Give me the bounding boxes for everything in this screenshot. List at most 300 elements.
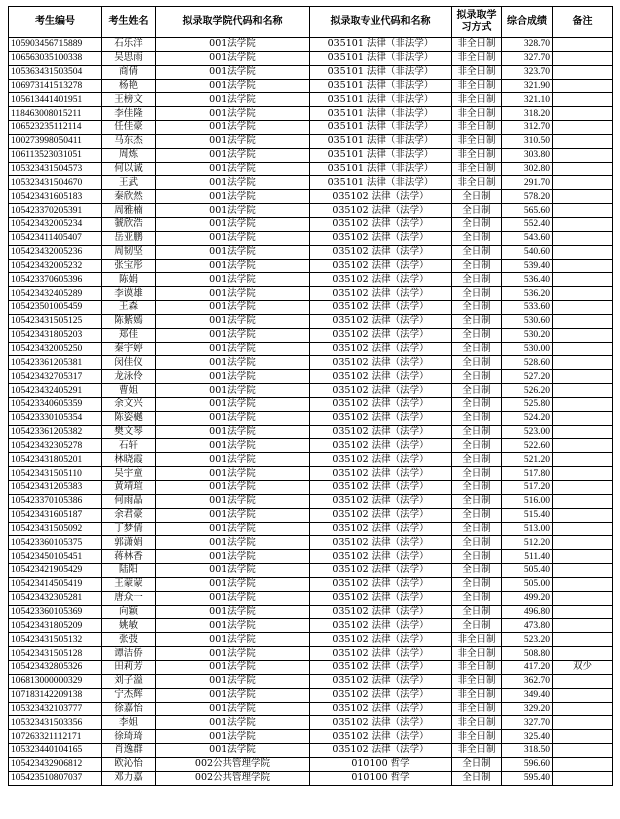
study-mode-cell: 全日制 bbox=[452, 494, 502, 508]
study-mode-cell: 非全日制 bbox=[452, 688, 502, 702]
study-mode-cell: 全日制 bbox=[452, 356, 502, 370]
candidate-name-cell: 秦欣然 bbox=[102, 190, 156, 204]
candidate-name-cell: 陈紫嫣 bbox=[102, 314, 156, 328]
college-cell: 001法学院 bbox=[156, 744, 310, 758]
total-score-cell: 517.80 bbox=[502, 467, 553, 481]
note-cell bbox=[553, 342, 613, 356]
candidate-id-cell: 105423431805201 bbox=[9, 453, 102, 467]
study-mode-cell: 非全日制 bbox=[452, 38, 502, 52]
major-cell: 035102 法律（法学） bbox=[310, 453, 452, 467]
note-cell bbox=[553, 231, 613, 245]
header-major: 拟录取专业代码和名称 bbox=[310, 7, 452, 38]
candidate-id-cell: 100273998050411 bbox=[9, 134, 102, 148]
table-row bbox=[9, 771, 613, 785]
college-cell: 001法学院 bbox=[156, 93, 310, 107]
candidate-id-cell: 105423450105451 bbox=[9, 550, 102, 564]
study-mode-cell: 非全日制 bbox=[452, 148, 502, 162]
table-row bbox=[9, 65, 613, 79]
note-cell bbox=[553, 217, 613, 231]
note-cell bbox=[553, 494, 613, 508]
total-score-cell: 596.60 bbox=[502, 757, 553, 771]
note-cell bbox=[553, 397, 613, 411]
table-row bbox=[9, 550, 613, 564]
table-row bbox=[9, 176, 613, 190]
table-row bbox=[9, 328, 613, 342]
candidate-name-cell: 蒋林香 bbox=[102, 550, 156, 564]
candidate-name-cell: 邓力嘉 bbox=[102, 771, 156, 785]
note-cell bbox=[553, 259, 613, 273]
study-mode-cell: 非全日制 bbox=[452, 633, 502, 647]
study-mode-cell: 全日制 bbox=[452, 467, 502, 481]
major-cell: 010100 哲学 bbox=[310, 771, 452, 785]
total-score-cell: 536.20 bbox=[502, 287, 553, 301]
note-cell bbox=[553, 65, 613, 79]
note-cell bbox=[553, 121, 613, 135]
note-cell bbox=[553, 619, 613, 633]
study-mode-cell: 非全日制 bbox=[452, 79, 502, 93]
note-cell bbox=[553, 771, 613, 785]
college-cell: 001法学院 bbox=[156, 411, 310, 425]
note-cell bbox=[553, 536, 613, 550]
study-mode-cell: 全日制 bbox=[452, 273, 502, 287]
candidate-id-cell: 105903456715889 bbox=[9, 38, 102, 52]
candidate-id-cell: 105423432705317 bbox=[9, 370, 102, 384]
table-row bbox=[9, 301, 613, 315]
candidate-name-cell: 吴思雨 bbox=[102, 51, 156, 65]
study-mode-cell: 全日制 bbox=[452, 453, 502, 467]
candidate-name-cell: 肖逸群 bbox=[102, 744, 156, 758]
candidate-id-cell: 105423432805326 bbox=[9, 660, 102, 674]
candidate-id-cell: 105423432305278 bbox=[9, 439, 102, 453]
college-cell: 001法学院 bbox=[156, 591, 310, 605]
major-cell: 035102 法律（法学） bbox=[310, 397, 452, 411]
study-mode-cell: 全日制 bbox=[452, 481, 502, 495]
study-mode-cell: 全日制 bbox=[452, 342, 502, 356]
candidate-name-cell: 李姐 bbox=[102, 716, 156, 730]
table-row bbox=[9, 536, 613, 550]
table-row bbox=[9, 79, 613, 93]
college-cell: 001法学院 bbox=[156, 384, 310, 398]
total-score-cell: 525.80 bbox=[502, 397, 553, 411]
major-cell: 035102 法律（法学） bbox=[310, 716, 452, 730]
candidate-id-cell: 105423431505128 bbox=[9, 647, 102, 661]
major-cell: 035102 法律（法学） bbox=[310, 508, 452, 522]
candidate-id-cell: 105423431605183 bbox=[9, 190, 102, 204]
candidate-id-cell: 106523235112114 bbox=[9, 121, 102, 135]
table-row bbox=[9, 342, 613, 356]
total-score-cell: 508.80 bbox=[502, 647, 553, 661]
note-cell bbox=[553, 605, 613, 619]
total-score-cell: 473.80 bbox=[502, 619, 553, 633]
college-cell: 001法学院 bbox=[156, 204, 310, 218]
total-score-cell: 310.50 bbox=[502, 134, 553, 148]
candidate-id-cell: 105423340605359 bbox=[9, 397, 102, 411]
candidate-name-cell: 龙泳伶 bbox=[102, 370, 156, 384]
study-mode-cell: 非全日制 bbox=[452, 702, 502, 716]
candidate-name-cell: 林晓霞 bbox=[102, 453, 156, 467]
candidate-id-cell: 105323431504670 bbox=[9, 176, 102, 190]
total-score-cell: 318.50 bbox=[502, 744, 553, 758]
total-score-cell: 321.10 bbox=[502, 93, 553, 107]
college-cell: 001法学院 bbox=[156, 162, 310, 176]
college-cell: 001法学院 bbox=[156, 79, 310, 93]
note-cell bbox=[553, 51, 613, 65]
table-row bbox=[9, 411, 613, 425]
candidate-name-cell: 任佳豪 bbox=[102, 121, 156, 135]
total-score-cell: 505.40 bbox=[502, 564, 553, 578]
note-cell bbox=[553, 744, 613, 758]
table-row bbox=[9, 370, 613, 384]
candidate-name-cell: 刘子溢 bbox=[102, 674, 156, 688]
candidate-id-cell: 105423510807037 bbox=[9, 771, 102, 785]
table-row bbox=[9, 134, 613, 148]
candidate-name-cell: 王武 bbox=[102, 176, 156, 190]
major-cell: 035102 法律（法学） bbox=[310, 633, 452, 647]
college-cell: 002公共管理学院 bbox=[156, 771, 310, 785]
study-mode-cell: 非全日制 bbox=[452, 134, 502, 148]
note-cell bbox=[553, 134, 613, 148]
total-score-cell: 327.70 bbox=[502, 716, 553, 730]
college-cell: 001法学院 bbox=[156, 647, 310, 661]
study-mode-cell: 非全日制 bbox=[452, 744, 502, 758]
major-cell: 035102 法律（法学） bbox=[310, 577, 452, 591]
table-row bbox=[9, 273, 613, 287]
college-cell: 001法学院 bbox=[156, 481, 310, 495]
candidate-id-cell: 105423431805203 bbox=[9, 328, 102, 342]
candidate-name-cell: 周炼 bbox=[102, 148, 156, 162]
candidate-name-cell: 唐众一 bbox=[102, 591, 156, 605]
admission-table bbox=[8, 6, 613, 786]
candidate-name-cell: 徐琦琦 bbox=[102, 730, 156, 744]
total-score-cell: 323.70 bbox=[502, 65, 553, 79]
candidate-id-cell: 105423431805209 bbox=[9, 619, 102, 633]
candidate-name-cell: 虢欣浩 bbox=[102, 217, 156, 231]
study-mode-cell: 全日制 bbox=[452, 771, 502, 785]
candidate-name-cell: 田莉芳 bbox=[102, 660, 156, 674]
table-row bbox=[9, 744, 613, 758]
candidate-name-cell: 王蒙蒙 bbox=[102, 577, 156, 591]
total-score-cell: 517.20 bbox=[502, 481, 553, 495]
major-cell: 035101 法律（非法学） bbox=[310, 38, 452, 52]
note-cell bbox=[553, 467, 613, 481]
candidate-id-cell: 105423411405407 bbox=[9, 231, 102, 245]
table-row bbox=[9, 38, 613, 52]
major-cell: 035102 法律（法学） bbox=[310, 730, 452, 744]
study-mode-cell: 全日制 bbox=[452, 522, 502, 536]
candidate-id-cell: 105423431505110 bbox=[9, 467, 102, 481]
total-score-cell: 349.40 bbox=[502, 688, 553, 702]
college-cell: 002公共管理学院 bbox=[156, 757, 310, 771]
candidate-id-cell: 106813000000329 bbox=[9, 674, 102, 688]
note-cell bbox=[553, 328, 613, 342]
candidate-name-cell: 王榜文 bbox=[102, 93, 156, 107]
study-mode-cell: 全日制 bbox=[452, 591, 502, 605]
candidate-id-cell: 105423360105369 bbox=[9, 605, 102, 619]
college-cell: 001法学院 bbox=[156, 231, 310, 245]
study-mode-cell: 全日制 bbox=[452, 384, 502, 398]
major-cell: 035102 法律（法学） bbox=[310, 342, 452, 356]
note-cell bbox=[553, 273, 613, 287]
table-row bbox=[9, 121, 613, 135]
study-mode-cell: 全日制 bbox=[452, 287, 502, 301]
note-cell bbox=[553, 522, 613, 536]
college-cell: 001法学院 bbox=[156, 605, 310, 619]
note-cell bbox=[553, 107, 613, 121]
study-mode-cell: 非全日制 bbox=[452, 674, 502, 688]
candidate-name-cell: 李佳隆 bbox=[102, 107, 156, 121]
candidate-id-cell: 107183142209138 bbox=[9, 688, 102, 702]
candidate-name-cell: 郑佳 bbox=[102, 328, 156, 342]
study-mode-cell: 全日制 bbox=[452, 411, 502, 425]
note-cell bbox=[553, 190, 613, 204]
note-cell bbox=[553, 356, 613, 370]
note-cell bbox=[553, 204, 613, 218]
total-score-cell: 327.70 bbox=[502, 51, 553, 65]
college-cell: 001法学院 bbox=[156, 619, 310, 633]
total-score-cell: 512.20 bbox=[502, 536, 553, 550]
table-row bbox=[9, 231, 613, 245]
total-score-cell: 321.90 bbox=[502, 79, 553, 93]
note-cell bbox=[553, 577, 613, 591]
table-row bbox=[9, 591, 613, 605]
major-cell: 035102 法律（法学） bbox=[310, 204, 452, 218]
table-row bbox=[9, 757, 613, 771]
study-mode-cell: 全日制 bbox=[452, 757, 502, 771]
header-total-score: 综合成绩 bbox=[502, 7, 553, 38]
note-cell bbox=[553, 162, 613, 176]
candidate-name-cell: 何雨晶 bbox=[102, 494, 156, 508]
study-mode-cell: 非全日制 bbox=[452, 660, 502, 674]
note-cell bbox=[553, 716, 613, 730]
study-mode-cell: 全日制 bbox=[452, 245, 502, 259]
college-cell: 001法学院 bbox=[156, 51, 310, 65]
table-row bbox=[9, 674, 613, 688]
table-row bbox=[9, 287, 613, 301]
study-mode-cell: 全日制 bbox=[452, 605, 502, 619]
note-cell bbox=[553, 591, 613, 605]
major-cell: 035102 法律（法学） bbox=[310, 744, 452, 758]
total-score-cell: 417.20 bbox=[502, 660, 553, 674]
note-cell bbox=[553, 287, 613, 301]
total-score-cell: 552.40 bbox=[502, 217, 553, 231]
college-cell: 001法学院 bbox=[156, 730, 310, 744]
candidate-id-cell: 105423370605396 bbox=[9, 273, 102, 287]
table-row bbox=[9, 148, 613, 162]
table-row bbox=[9, 245, 613, 259]
table-row bbox=[9, 397, 613, 411]
major-cell: 035101 法律（非法学） bbox=[310, 79, 452, 93]
candidate-name-cell: 徐嘉怡 bbox=[102, 702, 156, 716]
study-mode-cell: 全日制 bbox=[452, 536, 502, 550]
study-mode-cell: 全日制 bbox=[452, 328, 502, 342]
note-cell bbox=[553, 564, 613, 578]
candidate-id-cell: 105423432405291 bbox=[9, 384, 102, 398]
candidate-name-cell: 郭潇娟 bbox=[102, 536, 156, 550]
candidate-id-cell: 105423431205383 bbox=[9, 481, 102, 495]
total-score-cell: 312.70 bbox=[502, 121, 553, 135]
major-cell: 035102 法律（法学） bbox=[310, 231, 452, 245]
candidate-id-cell: 106563035100338 bbox=[9, 51, 102, 65]
table-row bbox=[9, 107, 613, 121]
study-mode-cell: 非全日制 bbox=[452, 647, 502, 661]
study-mode-cell: 全日制 bbox=[452, 301, 502, 315]
note-cell bbox=[553, 425, 613, 439]
candidate-name-cell: 黄靖瑄 bbox=[102, 481, 156, 495]
candidate-id-cell: 105423330105354 bbox=[9, 411, 102, 425]
total-score-cell: 543.60 bbox=[502, 231, 553, 245]
major-cell: 035102 法律（法学） bbox=[310, 287, 452, 301]
candidate-name-cell: 商倩 bbox=[102, 65, 156, 79]
header-row bbox=[9, 7, 613, 38]
total-score-cell: 528.60 bbox=[502, 356, 553, 370]
candidate-id-cell: 118463008015211 bbox=[9, 107, 102, 121]
total-score-cell: 530.60 bbox=[502, 314, 553, 328]
total-score-cell: 328.70 bbox=[502, 38, 553, 52]
candidate-name-cell: 岳亚鹏 bbox=[102, 231, 156, 245]
candidate-name-cell: 陈姿樾 bbox=[102, 411, 156, 425]
candidate-name-cell: 向颖 bbox=[102, 605, 156, 619]
total-score-cell: 540.60 bbox=[502, 245, 553, 259]
table-row bbox=[9, 633, 613, 647]
major-cell: 035102 法律（法学） bbox=[310, 481, 452, 495]
candidate-id-cell: 106973141513278 bbox=[9, 79, 102, 93]
major-cell: 035101 法律（非法学） bbox=[310, 93, 452, 107]
major-cell: 035102 法律（法学） bbox=[310, 425, 452, 439]
total-score-cell: 515.40 bbox=[502, 508, 553, 522]
note-cell bbox=[553, 481, 613, 495]
candidate-name-cell: 李谟雄 bbox=[102, 287, 156, 301]
study-mode-cell: 非全日制 bbox=[452, 716, 502, 730]
candidate-name-cell: 余君豪 bbox=[102, 508, 156, 522]
candidate-id-cell: 105423432005250 bbox=[9, 342, 102, 356]
college-cell: 001法学院 bbox=[156, 467, 310, 481]
candidate-id-cell: 105423361205381 bbox=[9, 356, 102, 370]
note-cell bbox=[553, 38, 613, 52]
total-score-cell: 565.60 bbox=[502, 204, 553, 218]
study-mode-cell: 全日制 bbox=[452, 425, 502, 439]
major-cell: 035102 法律（法学） bbox=[310, 328, 452, 342]
total-score-cell: 526.20 bbox=[502, 384, 553, 398]
candidate-id-cell: 105423370105386 bbox=[9, 494, 102, 508]
major-cell: 035101 法律（非法学） bbox=[310, 65, 452, 79]
table-row bbox=[9, 619, 613, 633]
note-cell bbox=[553, 439, 613, 453]
total-score-cell: 302.80 bbox=[502, 162, 553, 176]
candidate-name-cell: 曹姐 bbox=[102, 384, 156, 398]
note-cell bbox=[553, 647, 613, 661]
candidate-name-cell: 姚敏 bbox=[102, 619, 156, 633]
candidate-name-cell: 石乐洋 bbox=[102, 38, 156, 52]
college-cell: 001法学院 bbox=[156, 633, 310, 647]
note-cell bbox=[553, 633, 613, 647]
total-score-cell: 530.00 bbox=[502, 342, 553, 356]
major-cell: 035102 法律（法学） bbox=[310, 356, 452, 370]
major-cell: 035102 法律（法学） bbox=[310, 522, 452, 536]
note-cell bbox=[553, 93, 613, 107]
major-cell: 035102 法律（法学） bbox=[310, 494, 452, 508]
college-cell: 001法学院 bbox=[156, 536, 310, 550]
candidate-id-cell: 105423432906812 bbox=[9, 757, 102, 771]
college-cell: 001法学院 bbox=[156, 314, 310, 328]
candidate-id-cell: 105423431505132 bbox=[9, 633, 102, 647]
table-row bbox=[9, 508, 613, 522]
table-row bbox=[9, 204, 613, 218]
major-cell: 035102 法律（法学） bbox=[310, 411, 452, 425]
table-row bbox=[9, 384, 613, 398]
candidate-id-cell: 106113523031051 bbox=[9, 148, 102, 162]
candidate-id-cell: 105423431505092 bbox=[9, 522, 102, 536]
candidate-name-cell: 吴宇童 bbox=[102, 467, 156, 481]
major-cell: 035102 法律（法学） bbox=[310, 259, 452, 273]
candidate-id-cell: 105363431503504 bbox=[9, 65, 102, 79]
table-row bbox=[9, 453, 613, 467]
total-score-cell: 539.40 bbox=[502, 259, 553, 273]
candidate-name-cell: 陆阳 bbox=[102, 564, 156, 578]
candidate-name-cell: 闵佳仪 bbox=[102, 356, 156, 370]
table-row bbox=[9, 577, 613, 591]
table-row bbox=[9, 730, 613, 744]
note-cell bbox=[553, 176, 613, 190]
college-cell: 001法学院 bbox=[156, 425, 310, 439]
total-score-cell: 329.20 bbox=[502, 702, 553, 716]
major-cell: 035102 法律（法学） bbox=[310, 301, 452, 315]
study-mode-cell: 全日制 bbox=[452, 397, 502, 411]
college-cell: 001法学院 bbox=[156, 287, 310, 301]
table-row bbox=[9, 467, 613, 481]
college-cell: 001法学院 bbox=[156, 508, 310, 522]
college-cell: 001法学院 bbox=[156, 176, 310, 190]
college-cell: 001法学院 bbox=[156, 259, 310, 273]
candidate-name-cell: 陈娟 bbox=[102, 273, 156, 287]
table-row bbox=[9, 660, 613, 674]
college-cell: 001法学院 bbox=[156, 550, 310, 564]
candidate-id-cell: 105423421905429 bbox=[9, 564, 102, 578]
college-cell: 001法学院 bbox=[156, 65, 310, 79]
table-row bbox=[9, 217, 613, 231]
table-row bbox=[9, 522, 613, 536]
candidate-id-cell: 105423432305281 bbox=[9, 591, 102, 605]
candidate-name-cell: 欧沁怡 bbox=[102, 757, 156, 771]
study-mode-cell: 非全日制 bbox=[452, 162, 502, 176]
college-cell: 001法学院 bbox=[156, 716, 310, 730]
table-row bbox=[9, 314, 613, 328]
note-cell bbox=[553, 730, 613, 744]
major-cell: 035102 法律（法学） bbox=[310, 702, 452, 716]
candidate-name-cell: 秦宇婷 bbox=[102, 342, 156, 356]
total-score-cell: 496.80 bbox=[502, 605, 553, 619]
college-cell: 001法学院 bbox=[156, 577, 310, 591]
study-mode-cell: 全日制 bbox=[452, 619, 502, 633]
college-cell: 001法学院 bbox=[156, 301, 310, 315]
table-row bbox=[9, 647, 613, 661]
table-row bbox=[9, 162, 613, 176]
header-candidate-name: 考生姓名 bbox=[102, 7, 156, 38]
major-cell: 010100 哲学 bbox=[310, 757, 452, 771]
table-row bbox=[9, 425, 613, 439]
total-score-cell: 318.20 bbox=[502, 107, 553, 121]
table-row bbox=[9, 356, 613, 370]
total-score-cell: 530.20 bbox=[502, 328, 553, 342]
candidate-name-cell: 宁杰辉 bbox=[102, 688, 156, 702]
candidate-name-cell: 杨艳 bbox=[102, 79, 156, 93]
note-cell bbox=[553, 508, 613, 522]
total-score-cell: 522.60 bbox=[502, 439, 553, 453]
table-row bbox=[9, 481, 613, 495]
study-mode-cell: 非全日制 bbox=[452, 51, 502, 65]
total-score-cell: 521.20 bbox=[502, 453, 553, 467]
candidate-id-cell: 105423432405289 bbox=[9, 287, 102, 301]
note-cell bbox=[553, 79, 613, 93]
